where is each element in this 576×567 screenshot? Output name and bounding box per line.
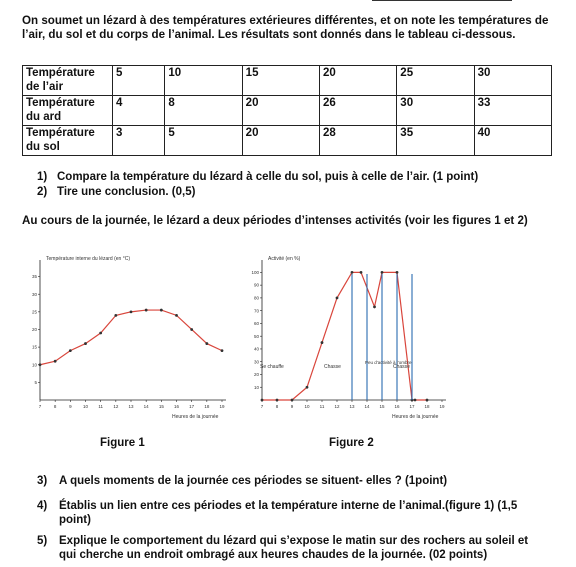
annotation-chasse-2: Chasse (393, 364, 410, 370)
f1-x-tick-label: 15 (158, 404, 164, 409)
table-cell: 30 (397, 96, 474, 126)
table-row (23, 126, 552, 156)
f2-y-tick-label: 90 (253, 282, 259, 288)
f2-data-point (381, 271, 384, 274)
f2-y-tick-label: 80 (253, 295, 259, 301)
f2-x-tick-label: 19 (439, 404, 445, 409)
f2-data-point (276, 399, 279, 402)
f1-y-tick-label: 5 (34, 379, 37, 385)
f2-y-tick-label: 60 (253, 321, 259, 327)
f2-series-line (262, 272, 427, 400)
f1-data-point (114, 314, 117, 317)
figure-2-ylabel: Activité (en %) (268, 256, 301, 262)
f1-y-tick-label: 35 (31, 274, 37, 280)
f1-data-point (130, 310, 133, 313)
f1-data-point (221, 349, 224, 352)
f2-y-tick-label: 20 (253, 372, 259, 378)
f2-data-point (336, 297, 339, 300)
table-row (23, 66, 552, 96)
f1-x-tick-label: 18 (204, 404, 210, 409)
table-cell: 33 (474, 96, 551, 126)
figure-1-chart (22, 252, 240, 424)
f2-data-point (396, 271, 399, 274)
activity-paragraph: Au cours de la journée, le lézard a deux périodes d’intenses activités (voir les figures 1 et 2) (22, 214, 528, 227)
f2-y-tick-label: 10 (253, 384, 259, 390)
table-cell: 30 (474, 66, 551, 96)
table-cell: 20 (319, 66, 396, 96)
f2-data-point (321, 341, 324, 344)
f2-x-tick-label: 16 (394, 404, 400, 409)
f1-x-tick-label: 12 (113, 404, 119, 409)
top-rule (372, 0, 512, 2)
f2-x-tick-label: 13 (349, 404, 355, 409)
table-cell: 20 (242, 126, 319, 156)
f1-data-point (39, 363, 42, 366)
f1-data-point (175, 314, 178, 317)
f2-data-point (426, 399, 429, 402)
table-cell: 5 (113, 66, 165, 96)
question-2: 2) Tire une conclusion. (0,5) (37, 186, 196, 198)
f1-data-point (69, 349, 72, 352)
f1-x-tick-label: 9 (69, 404, 72, 409)
f1-x-tick-label: 10 (82, 404, 89, 409)
f1-x-tick-label: 17 (189, 404, 195, 409)
table-cell: 35 (397, 126, 474, 156)
f1-x-tick-label: 11 (98, 404, 104, 409)
f1-y-tick-label: 10 (31, 362, 37, 368)
f1-x-tick-label: 13 (128, 404, 134, 409)
table-cell: 4 (113, 96, 165, 126)
f1-x-tick-label: 8 (53, 404, 57, 409)
f1-x-tick-label: 14 (143, 404, 149, 409)
figure-1-xlabel: Heures de la journée (172, 414, 219, 420)
f1-data-point (54, 360, 57, 363)
f2-data-point (351, 271, 354, 274)
question-3: 3) A quels moments de la journée ces périodes se situent- elles ? (1point) (37, 475, 448, 487)
f2-data-point (360, 271, 363, 274)
table-row-label: Température du ard (23, 96, 113, 126)
table-row (23, 96, 552, 126)
temperature-table (22, 65, 552, 156)
f2-x-tick-label: 17 (409, 404, 415, 409)
table-cell: 5 (165, 126, 242, 156)
f2-y-tick-label: 30 (253, 359, 259, 365)
f2-data-point (306, 386, 309, 389)
f1-data-point (145, 309, 148, 312)
f2-x-tick-label: 14 (364, 404, 370, 409)
f1-data-point (160, 309, 163, 312)
table-cell: 15 (242, 66, 319, 96)
annotation-chasse-1: Chasse (324, 364, 341, 370)
f1-y-tick-label: 25 (31, 309, 37, 315)
table-cell: 8 (165, 96, 242, 126)
figure-1-caption: Figure 1 (100, 437, 145, 449)
f2-y-tick-label: 40 (253, 346, 259, 352)
table-cell: 28 (319, 126, 396, 156)
intro-text: On soumet un lézard à des températures extérieures différentes, et on note les températures de l’air, du sol et du corps de l’animal. Les résultats sont donnés dans le tableau ci-dessous. (22, 14, 549, 42)
question-5: 5) Explique le comportement du lézard qui s’expose le matin sur des rochers au soleil et qui cherche un endroit ombragé aux heures chaudes de la journée. (02 points) (37, 535, 529, 562)
f2-data-point (414, 399, 417, 402)
f2-data-point (261, 399, 264, 402)
table-cell: 25 (397, 66, 474, 96)
table-row-label: Température de l’air (23, 66, 113, 96)
f2-y-tick-label: 70 (253, 308, 259, 314)
f1-data-point (99, 332, 102, 335)
f1-x-tick-label: 19 (219, 404, 225, 409)
f2-x-tick-label: 8 (275, 404, 279, 409)
figure-1-ylabel: Température interne du lézard (en °C) (46, 256, 130, 262)
f2-x-tick-label: 11 (319, 404, 325, 409)
f1-x-tick-label: 7 (38, 404, 42, 409)
f2-x-tick-label: 12 (334, 404, 340, 409)
f2-data-point (373, 305, 376, 308)
f1-data-point (190, 328, 193, 331)
f2-y-tick-label: 50 (253, 333, 259, 339)
annotation-se-chauffe: Se chauffe (260, 364, 284, 370)
f1-y-tick-label: 15 (31, 344, 37, 350)
table-cell: 40 (474, 126, 551, 156)
figure-2-caption: Figure 2 (329, 437, 374, 449)
f1-data-point (84, 342, 87, 345)
f2-y-tick-label: 100 (251, 269, 259, 275)
f1-data-point (205, 342, 208, 345)
question-4: 4) Établis un lien entre ces périodes et la température interne de l’animal.(figure 1) (1,5 point) (37, 500, 518, 527)
figure-2-xlabel: Heures de la journée (392, 414, 439, 420)
f1-series-line (40, 310, 222, 365)
table-row-label: Température du sol (23, 126, 113, 156)
f2-data-point (291, 399, 294, 402)
f2-x-tick-label: 9 (290, 404, 294, 409)
table-cell: 10 (165, 66, 242, 96)
f2-x-tick-label: 18 (424, 404, 430, 409)
figure-2-chart (246, 252, 454, 424)
f2-x-tick-label: 15 (379, 404, 385, 409)
f1-y-tick-label: 20 (31, 327, 37, 333)
table-cell: 20 (242, 96, 319, 126)
f1-x-tick-label: 16 (173, 404, 180, 409)
annotation-peu-activite: Peu d’activité à l’ombre (365, 360, 412, 365)
f2-x-tick-label: 7 (260, 404, 264, 409)
question-1: 1) Compare la température du lézard à celle du sol, puis à celle de l’air. (1 point) (37, 171, 479, 183)
f1-y-tick-label: 30 (31, 291, 37, 297)
table-cell: 26 (319, 96, 396, 126)
table-cell: 3 (113, 126, 165, 156)
f2-x-tick-label: 10 (304, 404, 310, 409)
